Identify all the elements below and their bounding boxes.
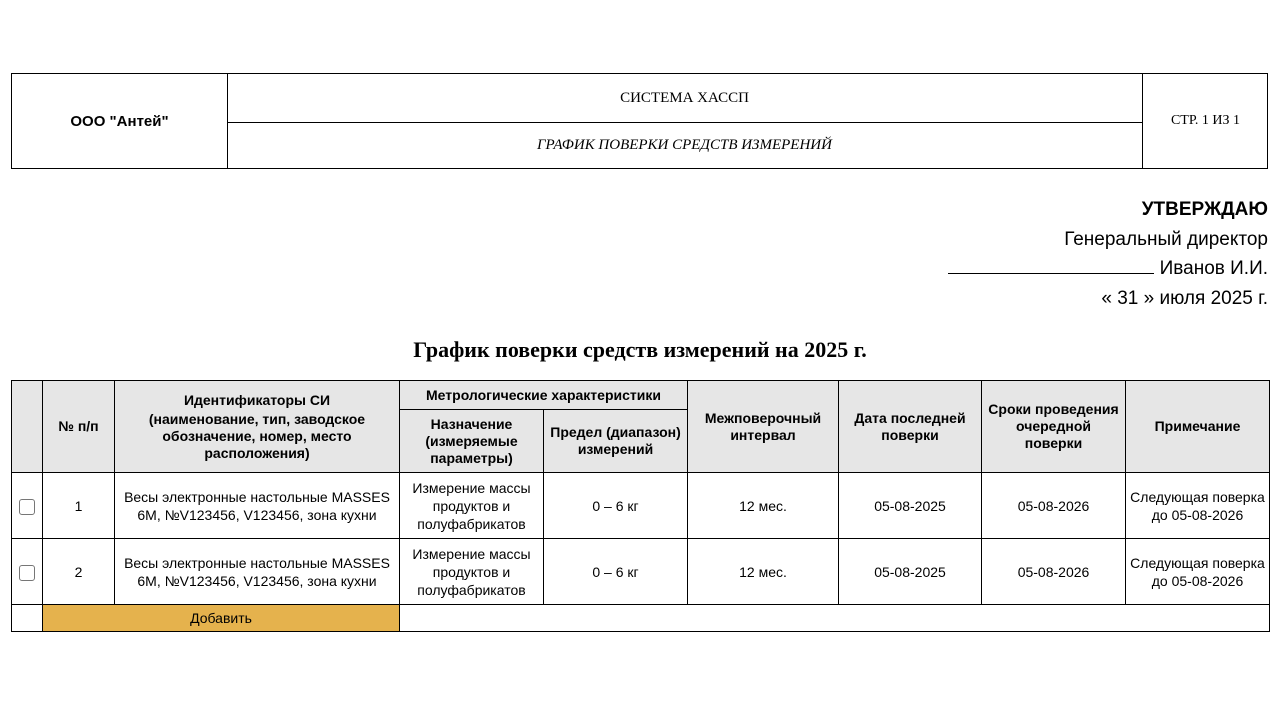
col-header-note: Примечание: [1126, 381, 1270, 473]
col-header-metro: Метрологические характеристики: [400, 381, 688, 410]
cell-limit: 0 – 6 кг: [544, 473, 688, 539]
cell-interval: 12 мес.: [688, 473, 839, 539]
row-checkbox[interactable]: [19, 565, 35, 581]
approval-block: [948, 195, 1268, 313]
document-name: ГРАФИК ПОВЕРКИ СРЕДСТВ ИЗМЕРЕНИЙ: [537, 136, 832, 153]
col-header-interval: Межповерочный интервал: [688, 381, 839, 473]
cell-last: 05-08-2025: [839, 539, 982, 605]
cell-note: Следующая поверка до 05-08-2026: [1126, 539, 1270, 605]
approval-title: УТВЕРЖДАЮ: [1141, 199, 1268, 220]
col-header-last: Дата последней поверки: [839, 381, 982, 473]
cell-next: 05-08-2026: [982, 473, 1126, 539]
col-header-limit: Предел (диапазон) измерений: [544, 410, 688, 473]
page-title: График поверки средств измерений на 2025 г.: [413, 337, 867, 362]
col-header-ident-title: Идентификаторы СИ: [183, 391, 331, 408]
system-name: СИСТЕМА ХАССП: [227, 74, 1142, 123]
select-column-header: [12, 381, 43, 473]
verification-table: [11, 380, 1270, 632]
add-row: [12, 605, 1270, 632]
col-header-ident-sub: (наименование, тип, заводское обозначение, номер, место расположения): [148, 410, 366, 461]
cell-last: 05-08-2025: [839, 473, 982, 539]
cell-num: 2: [43, 539, 115, 605]
col-header-next: Сроки проведения очередной поверки: [982, 381, 1126, 473]
cell-note: Следующая поверка до 05-08-2026: [1126, 473, 1270, 539]
cell-interval: 12 мес.: [688, 539, 839, 605]
col-header-ident: [115, 381, 400, 473]
col-header-num: № п/п: [43, 381, 115, 473]
add-button[interactable]: Добавить: [43, 605, 399, 631]
add-row-empty: [400, 605, 1270, 632]
table-row: [12, 473, 1270, 539]
approval-date: « 31 » июля 2025 г.: [1101, 287, 1268, 309]
row-select-cell: [12, 539, 43, 605]
cell-ident: Весы электронные настольные MASSES 6M, №V123456, V123456, зона кухни: [115, 539, 400, 605]
add-button-cell: [43, 605, 400, 632]
signature-line: [948, 255, 1154, 274]
table-row: [12, 539, 1270, 605]
row-checkbox[interactable]: [19, 499, 35, 515]
row-select-cell: [12, 473, 43, 539]
approval-signature-row: [948, 254, 1268, 284]
organization-name: ООО "Антей": [12, 74, 228, 168]
cell-limit: 0 – 6 кг: [544, 539, 688, 605]
cell-purpose: Измерение массы продуктов и полуфабрикатов: [400, 473, 544, 539]
document-header: [11, 73, 1268, 169]
cell-ident: Весы электронные настольные MASSES 6M, №V123456, V123456, зона кухни: [115, 473, 400, 539]
cell-num: 1: [43, 473, 115, 539]
cell-purpose: Измерение массы продуктов и полуфабрикатов: [400, 539, 544, 605]
approval-position: Генеральный директор: [1064, 228, 1268, 250]
page-counter: СТР. 1 ИЗ 1: [1142, 74, 1268, 168]
col-header-purpose: Назначение (измеряемые параметры): [400, 410, 544, 473]
cell-next: 05-08-2026: [982, 539, 1126, 605]
approval-name: Иванов И.И.: [1159, 258, 1268, 279]
add-row-spacer: [12, 605, 43, 632]
